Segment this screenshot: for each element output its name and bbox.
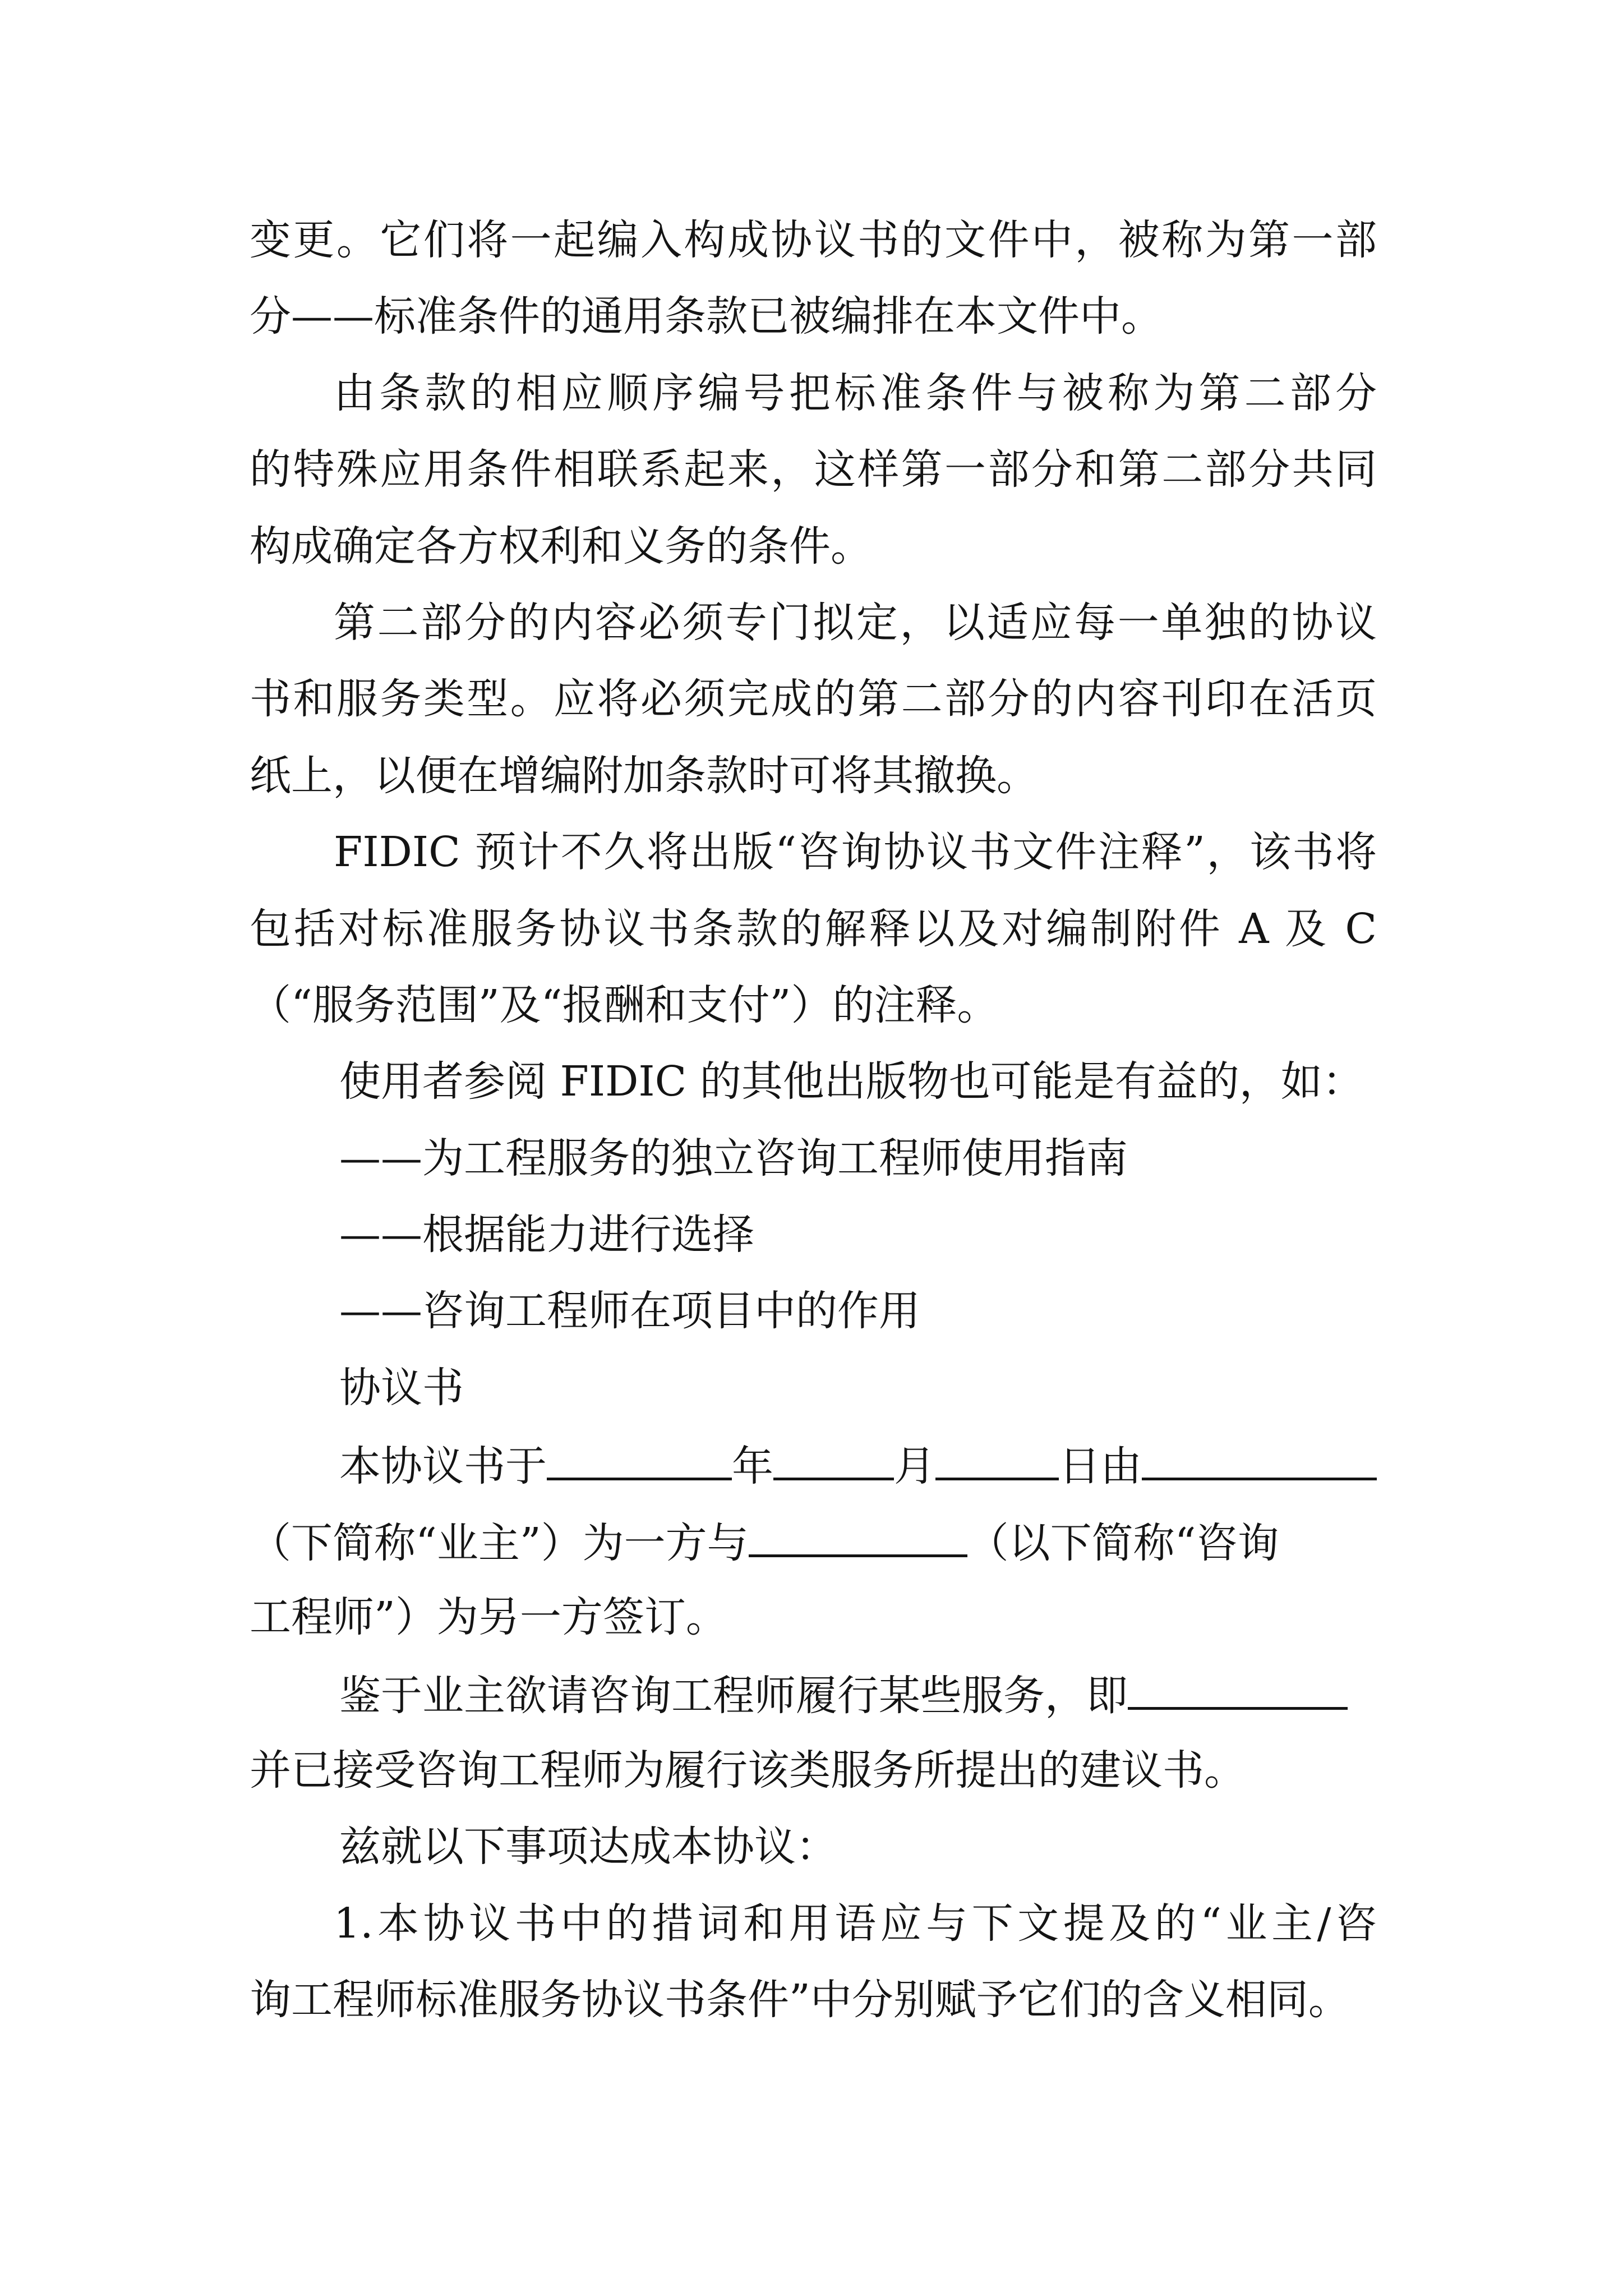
paragraph-line: 并已接受咨询工程师为履行该类服务所提出的建议书。 [250,1747,1246,1795]
paragraph-line: 书和服务类型。应将必须完成的第二部分的内容刊印在活页 [250,677,1377,724]
paragraph-line: 工程师”）为另一方签订。 [250,1595,727,1642]
paragraph-line: 第二部分的内容必须专门拟定，以适应每一单独的协议 [334,600,1377,647]
agreement-party-text-2: （以下简称“咨询 [967,1519,1279,1567]
agreement-party-text: （下简称“业主”）为一方与 [250,1519,749,1567]
list-item: ——咨询工程师在项目中的作用 [339,1289,920,1336]
list-item: ——为工程服务的独立咨询工程师使用指南 [339,1135,1128,1182]
day-blank[interactable] [935,1442,1059,1480]
year-label: 年 [732,1442,773,1491]
consultant-name-blank[interactable] [749,1519,967,1557]
paragraph-line: FIDIC 预计不久将出版“咨询协议书文件注释”，该书将 [334,830,1377,877]
year-blank[interactable] [547,1442,732,1480]
agreement-party-line [250,1519,1377,1595]
day-label: 日由 [1059,1442,1142,1491]
paragraph-line: 兹就以下事项达成本协议： [339,1824,837,1871]
paragraph-line: 纸上，以便在增编附加条款时可将其撤换。 [250,753,1038,800]
paragraph-line: 1.本协议书中的措词和用语应与下文提及的“业主/咨 [334,1901,1377,1948]
document-page [250,218,1377,2054]
month-label: 月 [894,1442,935,1491]
month-blank[interactable] [773,1442,894,1480]
services-line [250,1671,1377,1747]
paragraph-line: 询工程师标准服务协议书条件”中分别赋予它们的含义相同。 [250,1977,1350,2024]
agreement-date-line [250,1442,1377,1518]
agreement-prefix: 本协议书于 [339,1442,547,1491]
list-item: ——根据能力进行选择 [339,1212,754,1259]
paragraph-line: 包括对标准服务协议书条款的解释以及对编制附件 A 及 C [250,906,1377,953]
paragraph-line: （“服务范围”及“报酬和支付”）的注释。 [250,982,999,1029]
paragraph-line: 由条款的相应顺序编号把标准条件与被称为第二部分 [334,370,1377,417]
paragraph-line: 的特殊应用条件相联系起来，这样第一部分和第二部分共同 [250,447,1377,494]
paragraph-line: 使用者参阅 FIDIC 的其他出版物也可能是有益的，如： [339,1059,1364,1106]
paragraph-line: 变更。它们将一起编入构成协议书的文件中，被称为第一部 [250,218,1377,264]
paragraph-line: 分——标准条件的通用条款已被编排在本文件中。 [250,294,1163,341]
paragraph-line: 构成确定各方权利和义务的条件。 [250,523,872,570]
services-blank[interactable] [1128,1671,1348,1710]
services-text: 鉴于业主欲请咨询工程师履行某些服务，即 [339,1672,1128,1720]
section-heading: 协议书 [339,1365,464,1412]
client-name-blank[interactable] [1142,1442,1377,1480]
